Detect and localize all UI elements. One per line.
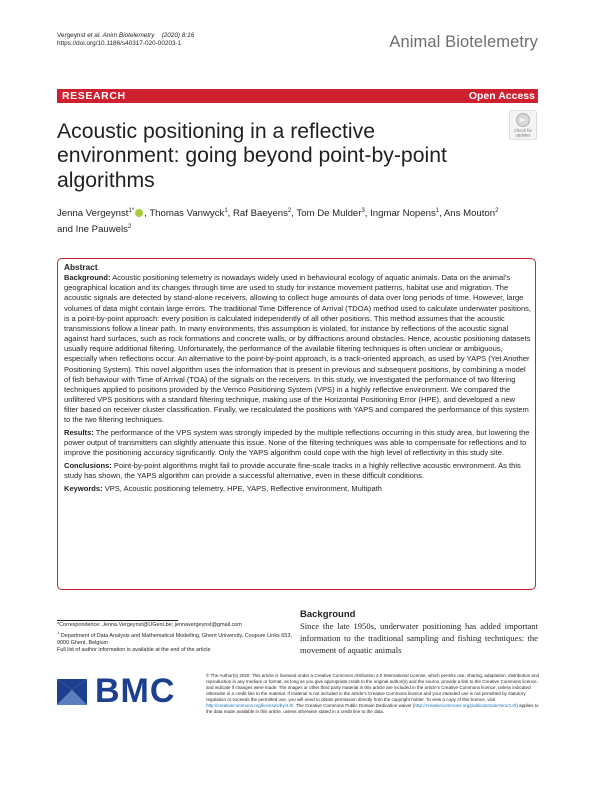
author-affiliation-marker: 2 <box>127 223 132 230</box>
author-affiliation-marker: 1 <box>224 208 228 214</box>
author-name[interactable]: and Ine Pauwels <box>57 223 128 235</box>
full-author-info-note: Full list of author information is available at the end of the article <box>57 647 211 654</box>
author-list <box>57 205 527 236</box>
public-domain-link[interactable]: http://creativecommons.org/publicdomain/zero/1.0/ <box>414 703 517 709</box>
author-affiliation-marker: 1* <box>128 208 135 214</box>
article-title: Acoustic positioning in a reflective environment: going beyond point-by-point algorithms <box>57 120 447 192</box>
citation-authors: Vergeynst <box>57 32 88 39</box>
article-type-label: RESEARCH <box>62 90 126 102</box>
affiliation-marker: 1 <box>57 630 60 636</box>
footnote-divider <box>57 620 178 621</box>
journal-name: Animal Biotelemetry <box>389 33 538 51</box>
abstract-results-label: Results: <box>64 428 94 437</box>
author-name[interactable]: , Thomas Vanwyck <box>144 208 225 220</box>
abstract-keywords <box>64 484 531 494</box>
background-paragraph: Since the late 1950s, underwater positioning has added important information to the traditional sampling and fishing techniques: the movement of aquatic animals <box>300 621 538 655</box>
check-badge-line2: updates <box>515 132 531 138</box>
license-text: ) applies to the data made available in this article, unless otherwise stated in a credit line to the data. <box>206 703 539 715</box>
open-access-label: Open Access <box>468 90 535 102</box>
affiliation-note <box>57 629 292 647</box>
abstract-conclusions <box>64 461 531 481</box>
author-name[interactable]: Jenna Vergeynst <box>57 208 129 220</box>
author-affiliation-marker: 3 <box>361 208 365 214</box>
author-affiliation-marker: 2 <box>287 208 292 214</box>
orcid-icon[interactable] <box>135 209 143 217</box>
author-affiliation-marker: 1 <box>435 208 440 214</box>
article-type-banner <box>57 89 538 103</box>
citation-year: (2020) 8:16 <box>161 32 195 39</box>
author-name[interactable]: , Tom De Mulder <box>291 208 362 220</box>
license-link[interactable]: http://creativecommons.org/licenses/by/4.0/ <box>206 703 294 709</box>
author-name[interactable]: , Ingmar Nopens <box>364 208 436 220</box>
article-citation <box>57 32 194 48</box>
license-text: © The Author(s) 2020. This article is licensed under a Creative Commons Attribution 4.0 International License, which permits use, sharing, adaptation, distribution and reproduction in any medium or format, as long as you give appropriate credit to the original author(s) and the source, provide a link to the Creative Commons licence, and indicate if changes were made. The images or other third party material in this article are included in the article’s Creative Commons licence, unless indicated otherwise in a credit line to the material. If material is not included in the article’s Creative Commons licence and your intended use is not permitted by statutory regulation or exceeds the permitted use, you will need to obtain permission directly from the copyright holder. To view a copy of this licence, visit <box>206 673 540 703</box>
keywords-text: VPS, Acoustic positioning telemetry, HPE, YAPS, Reflective environment, Multipath <box>102 483 382 493</box>
correspondence-note[interactable]: *Correspondence: Jenna.Vergeynst@UGent.be; jennavergeynst@gmail.com <box>57 622 242 628</box>
footnotes <box>57 622 292 654</box>
abstract-background-text: Acoustic positioning telemetry is nowadays widely used in behavioural ecology of aquatic animals. Data on the animal’s geographical location and its changes through time are used to study for instance movement patterns, habitat use and migration. The acoustic signals are detected by stand-alone receivers, allowing to collect huge amounts of data over long periods of time. However, large volumes of data might contain large errors. The traditional Time Difference of Arrival (TDOA) method used to calculate underwater positions, is a point-by-point approach: every position is calculated independently of all other positions. This method assumes that the acoustic transmissions follow a linear path. In many environments, this assumption is violated, for instance by reflections of the acoustic signal against hard surfaces, such as rock formations and concrete walls, or by diffractions around obstacles. Hence, acoustic positioning datasets usually require additional filtering. Unfortunately, the performance of the available filtering techniques is often unclear or ambiguous, especially when reflections occur. An alternative to the point-by-point approach, is a track-oriented approach, as used by YAPS (Yet Another Positioning System). This novel algorithm uses the information that is present in previous and subsequent positions, by combining a model of fish behaviour with Time of Arrival (TOA) of the signals on the receivers. In this study, we investigated the performance of two filtering techniques applied to positions provided by the Vemco Positioning System (VPS) in a highly reflective environment. We compared the unfiltered VPS positions with a standard filtering technique, making use of the Horizontal Positioning Error (HPE), and developed a new filter based on receiver cluster classification. Finally, we recalculated the positions with YAPS and compared the performance of this system to the two filtering techniques. <box>64 273 532 425</box>
abstract-results-text: The performance of the VPS system was strongly impeded by the multiple reflections occurring in this study area, but lowering the power output of transmitters can slightly attenuate this issue. None of the filtering techniques was able to compensate for reflections and to improve the positioning accuracy significantly. Only the YAPS algorithm could cope with the high level of reflectivity in this study site. <box>64 428 530 458</box>
author-affiliation-marker: 2 <box>495 208 499 214</box>
affiliation-text: Department of Data Analysis and Mathematical Modelling, Ghent University, Coupure Links 653, 9000 Ghent, Belgium <box>57 632 292 646</box>
license-text: . The Creative Commons Public Domain Dedication waiver ( <box>293 703 415 709</box>
citation-journal: et al. Anim Biotelemetry <box>87 32 155 39</box>
author-name[interactable]: , Ans Mouton <box>439 208 496 220</box>
abstract-background-label: Background: <box>64 273 111 283</box>
abstract-background <box>64 273 531 425</box>
bmc-logo-text: BMC <box>95 672 176 710</box>
abstract-results <box>64 428 531 458</box>
bmc-logo-icon <box>57 675 93 705</box>
abstract-conclusions-label: Conclusions: <box>64 460 112 470</box>
author-name[interactable]: , Raf Baeyens <box>227 208 288 220</box>
citation-doi-link[interactable]: https://doi.org/10.1186/s40317-020-00203-1 <box>57 40 182 47</box>
background-heading: Background <box>300 609 356 620</box>
keywords-label: Keywords: <box>64 483 103 493</box>
abstract-section <box>64 262 531 496</box>
abstract-conclusions-text: Point-by-point algorithms might fail to provide accurate fine-scale tracks in a highly reflective acoustic environment. As this study has shown, the YAPS algorithm can provide a successful alternative, even in these difficult conditions. <box>64 460 521 481</box>
check-badge-line1: Check for <box>514 128 532 133</box>
license-statement <box>206 673 540 715</box>
abstract-heading: Abstract <box>64 262 98 272</box>
check-for-updates-icon[interactable] <box>509 110 537 140</box>
